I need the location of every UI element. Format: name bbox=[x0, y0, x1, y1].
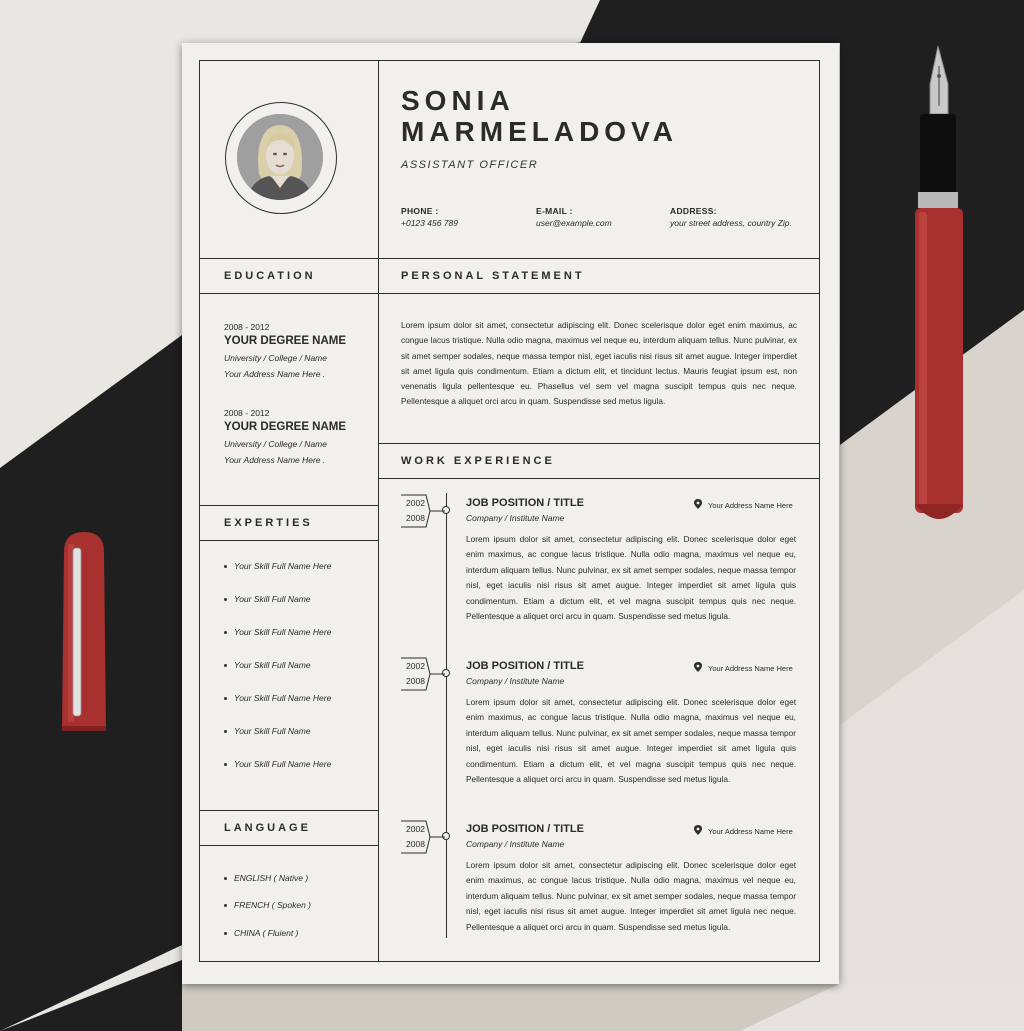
language-label: FRENCH ( Spoken ) bbox=[234, 900, 311, 910]
job-years bbox=[401, 659, 430, 689]
divider bbox=[199, 810, 379, 811]
divider bbox=[199, 505, 379, 506]
contact-value: +0123 456 789 bbox=[401, 218, 458, 228]
job-location bbox=[694, 825, 793, 836]
bullet-icon bbox=[224, 598, 227, 601]
job-location-label: Your Address Name Here bbox=[708, 664, 793, 673]
education-degree: YOUR DEGREE NAME bbox=[224, 421, 347, 433]
job-description: Lorem ipsum dolor sit amet, consectetur adipiscing elit. Donec scelerisque dolor eget enim maximus, ac congue lacus tristique. Nulla odio magna, maximus vel neque eu, interdum aliquam tellus. Nunc pulvinar, ex sit amet semper sodales, neque massa tempor nisl, eget iaculis nisi risus sit amet augue. Integer imperdiet sit amet ligula quis condimentum. Etiam a dictum elit, et vel magna suscipit tempus quis nec neque. Pellentesque a aliquet orci arcu in quam. Suspendisse sed metus ligula. bbox=[466, 534, 796, 622]
job-year-start: 2002 bbox=[406, 498, 425, 508]
job-year-start: 2002 bbox=[406, 661, 425, 671]
contact-value: user@example.com bbox=[536, 218, 612, 228]
language-label: CHINA ( Fluient ) bbox=[234, 928, 299, 938]
section-heading-education: EDUCATION bbox=[224, 270, 316, 282]
job-location-label: Your Address Name Here bbox=[708, 827, 793, 836]
divider bbox=[378, 478, 820, 479]
bullet-icon bbox=[224, 664, 227, 667]
language-item bbox=[224, 900, 311, 910]
location-pin-icon bbox=[694, 825, 702, 835]
location-pin-icon bbox=[694, 662, 702, 672]
fountain-pen-icon bbox=[905, 44, 975, 524]
bullet-icon bbox=[224, 565, 227, 568]
education-entry bbox=[224, 322, 374, 379]
job-location-label: Your Address Name Here bbox=[708, 501, 793, 510]
language-label: ENGLISH ( Native ) bbox=[234, 873, 309, 883]
skill-label: Your Skill Full Name Here bbox=[234, 561, 332, 571]
job-years bbox=[401, 496, 430, 526]
contact-label: ADDRESS: bbox=[670, 206, 717, 216]
skill-label: Your Skill Full Name Here bbox=[234, 693, 332, 703]
job-company: Company / Institute Name bbox=[466, 839, 565, 849]
divider bbox=[199, 845, 379, 846]
job-position: JOB POSITION / TITLE bbox=[466, 823, 584, 835]
skill-item bbox=[224, 660, 311, 670]
job-year-end: 2008 bbox=[406, 513, 425, 523]
avatar bbox=[237, 114, 323, 200]
years-bracket-icon bbox=[400, 494, 448, 530]
skill-item bbox=[224, 627, 331, 637]
contact-email bbox=[536, 206, 612, 228]
contact-label: E-MAIL : bbox=[536, 206, 573, 216]
bullet-icon bbox=[224, 763, 227, 766]
years-bracket-icon bbox=[400, 657, 448, 693]
divider bbox=[199, 293, 820, 294]
education-school: University / College / Name bbox=[224, 353, 327, 363]
divider bbox=[199, 540, 379, 541]
job-year-start: 2002 bbox=[406, 824, 425, 834]
education-address: Your Address Name Here . bbox=[224, 369, 326, 379]
skill-item bbox=[224, 561, 331, 571]
language-item bbox=[224, 928, 298, 938]
timeline-line bbox=[446, 493, 447, 938]
contact-phone bbox=[401, 206, 458, 228]
column-divider bbox=[378, 60, 379, 962]
contact-address bbox=[670, 206, 792, 228]
job-title-heading: ASSISTANT OFFICER bbox=[401, 159, 539, 171]
section-heading-language: LANGUAGE bbox=[224, 822, 311, 834]
education-address: Your Address Name Here . bbox=[224, 455, 326, 465]
job-company: Company / Institute Name bbox=[466, 513, 565, 523]
job-location bbox=[694, 499, 793, 510]
portrait-image bbox=[237, 114, 323, 200]
bullet-icon bbox=[224, 730, 227, 733]
skill-label: Your Skill Full Name Here bbox=[234, 627, 332, 637]
skill-label: Your Skill Full Name bbox=[234, 726, 311, 736]
bullet-icon bbox=[224, 904, 227, 907]
job-position: JOB POSITION / TITLE bbox=[466, 497, 584, 509]
skill-item bbox=[224, 759, 331, 769]
years-bracket-icon bbox=[400, 820, 448, 856]
location-pin-icon bbox=[694, 499, 702, 509]
skill-label: Your Skill Full Name bbox=[234, 660, 311, 670]
job-company: Company / Institute Name bbox=[466, 676, 565, 686]
name-first: SONIA bbox=[401, 85, 515, 116]
divider bbox=[199, 258, 820, 259]
personal-statement-text: Lorem ipsum dolor sit amet, consectetur adipiscing elit. Donec scelerisque dolor eget enim maximus, ac congue lacus tristique. Nulla odio magna, maximus vel neque eu, interdum aliquam tellus. Nunc pulvinar, ex sit amet semper sodales, neque massa tempor nisl, eget iaculis nisi risus sit amet augue. Integer imperdiet sit amet ligula quis condimentum. Etiam a dictum elit, et tincidunt lectus. Mauris feugiat ipsum est, non venenatis ligula pellentesque eu. Phasellus vel sem vel magna suscipit tempus quis nec neque. Pellentesque a aliquet orci arcu in quam. Suspendisse sed metus ligula. bbox=[401, 320, 797, 407]
bullet-icon bbox=[224, 877, 227, 880]
candidate-name bbox=[401, 85, 678, 147]
resume-page bbox=[182, 43, 839, 984]
pen-cap-icon bbox=[58, 530, 112, 735]
contact-label: PHONE : bbox=[401, 206, 439, 216]
section-heading-personal-statement: PERSONAL STATEMENT bbox=[401, 270, 585, 282]
education-school: University / College / Name bbox=[224, 439, 327, 449]
job-years bbox=[401, 822, 430, 852]
education-entry bbox=[224, 408, 374, 465]
education-years: 2008 - 2012 bbox=[224, 322, 270, 332]
bullet-icon bbox=[224, 697, 227, 700]
divider bbox=[378, 443, 820, 444]
education-degree: YOUR DEGREE NAME bbox=[224, 335, 347, 347]
section-heading-experties: EXPERTIES bbox=[224, 517, 313, 529]
job-description: Lorem ipsum dolor sit amet, consectetur adipiscing elit. Donec scelerisque dolor eget enim maximus, ac congue lacus tristique. Nulla odio magna, maximus vel neque eu, interdum aliquam tellus. Nunc pulvinar, ex sit amet semper sodales, neque massa tempor nisl, eget iaculis nisi risus sit amet augue. Integer imperdiet sit amet ligula nec neque. Pellentesque a aliquet orci arcu in quam. Suspendisse sed metus ligula. bbox=[466, 860, 796, 932]
bullet-icon bbox=[224, 631, 227, 634]
language-item bbox=[224, 873, 308, 883]
bullet-icon bbox=[224, 932, 227, 935]
skill-item bbox=[224, 594, 311, 604]
education-years: 2008 - 2012 bbox=[224, 408, 270, 418]
contact-value: your street address, country Zip. bbox=[670, 218, 792, 228]
skill-label: Your Skill Full Name Here bbox=[234, 759, 332, 769]
job-year-end: 2008 bbox=[406, 839, 425, 849]
skill-label: Your Skill Full Name bbox=[234, 594, 311, 604]
job-position: JOB POSITION / TITLE bbox=[466, 660, 584, 672]
name-last: MARMELADOVA bbox=[401, 116, 678, 147]
job-location bbox=[694, 662, 793, 673]
job-year-end: 2008 bbox=[406, 676, 425, 686]
skill-item bbox=[224, 693, 331, 703]
skill-item bbox=[224, 726, 311, 736]
section-heading-work-experience: WORK EXPERIENCE bbox=[401, 455, 555, 467]
job-description: Lorem ipsum dolor sit amet, consectetur adipiscing elit. Donec scelerisque dolor eget enim maximus, ac congue lacus tristique. Nulla odio magna, maximus vel neque eu, interdum aliquam tellus. Nunc pulvinar, ex sit amet semper sodales, neque massa tempor nisl, eget iaculis nisi risus sit amet augue. Integer imperdiet sit amet ligula quis condimentum. Etiam a dictum elit, et vel magna suscipit tempus quis nec neque. Pellentesque a aliquet orci arcu in quam. Suspendisse sed metus ligula. bbox=[466, 697, 796, 785]
